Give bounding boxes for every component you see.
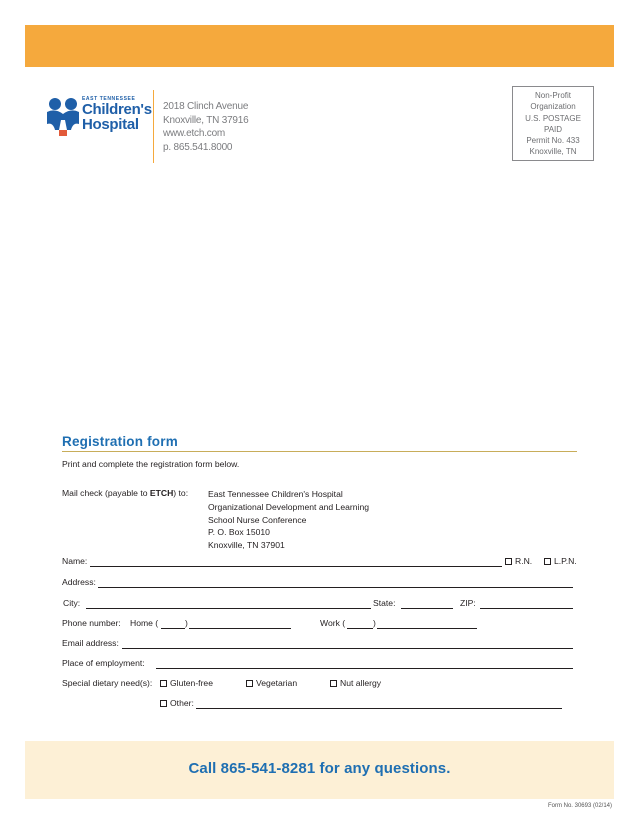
checkbox-icon: [544, 558, 551, 565]
checkbox-icon: [246, 680, 253, 687]
zip-field[interactable]: [480, 608, 573, 609]
email-field[interactable]: [122, 648, 573, 649]
home-label: Home (: [130, 618, 159, 628]
rn-checkbox[interactable]: R.N.: [505, 556, 532, 566]
postage-indicia: Non-Profit Organization U.S. POSTAGE PAID Permit No. 433 Knoxville, TN: [512, 86, 594, 161]
work-phone-field[interactable]: [377, 628, 477, 629]
employment-field[interactable]: [156, 668, 573, 669]
home-paren: ): [185, 618, 188, 628]
logo-small-text: EAST TENNESSEE: [82, 96, 136, 102]
mail-address: East Tennessee Children's Hospital Organizational Development and Learning School Nurse Conference P. O. Box 15010 Knoxville, TN 37901: [208, 489, 369, 551]
gluten-free-checkbox[interactable]: Gluten-free: [160, 678, 213, 688]
form-instructions: Print and complete the registration form below.: [62, 459, 240, 469]
address-street: 2018 Clinch Avenue: [163, 101, 249, 112]
other-checkbox[interactable]: Other:: [160, 698, 194, 708]
hospital-logo: [45, 96, 152, 138]
mail-check-label: Mail check (payable to ETCH) to:: [62, 488, 189, 498]
children-figures-icon: [45, 96, 81, 138]
phone-label: Phone number:: [62, 618, 121, 628]
nut-allergy-checkbox[interactable]: Nut allergy: [330, 678, 381, 688]
address-divider: [153, 90, 154, 163]
checkbox-icon: [505, 558, 512, 565]
dietary-label: Special dietary need(s):: [62, 678, 153, 688]
home-phone-field[interactable]: [189, 628, 291, 629]
email-label: Email address:: [62, 638, 119, 648]
work-paren: ): [373, 618, 376, 628]
employment-label: Place of employment:: [62, 658, 145, 668]
work-label: Work (: [320, 618, 346, 628]
checkbox-icon: [160, 680, 167, 687]
work-area-code-field[interactable]: [347, 628, 373, 629]
address-website[interactable]: www.etch.com: [163, 128, 226, 139]
home-area-code-field[interactable]: [161, 628, 185, 629]
return-address: [163, 100, 249, 154]
state-label: State:: [373, 598, 396, 608]
logo-name: Children's Hospital: [82, 101, 152, 133]
top-orange-band: [25, 25, 614, 67]
checkbox-icon: [160, 700, 167, 707]
address-city: Knoxville, TN 37916: [163, 114, 249, 126]
name-label: Name:: [62, 556, 88, 566]
address-field[interactable]: [98, 587, 573, 588]
city-field[interactable]: [86, 608, 371, 609]
lpn-checkbox[interactable]: L.P.N.: [544, 556, 577, 566]
vegetarian-checkbox[interactable]: Vegetarian: [246, 678, 297, 688]
state-field[interactable]: [401, 608, 453, 609]
address-label: Address:: [62, 577, 96, 587]
address-phone: p. 865.541.8000: [163, 141, 233, 153]
city-label: City:: [63, 598, 81, 608]
title-rule: [62, 451, 577, 452]
other-field[interactable]: [196, 708, 562, 709]
form-title: Registration form: [62, 434, 178, 449]
name-field[interactable]: [90, 566, 502, 567]
zip-label: ZIP:: [460, 598, 476, 608]
call-message: Call 865-541-8281 for any questions.: [188, 760, 451, 777]
checkbox-icon: [330, 680, 337, 687]
form-number: Form No. 30693 (02/14): [547, 803, 612, 809]
